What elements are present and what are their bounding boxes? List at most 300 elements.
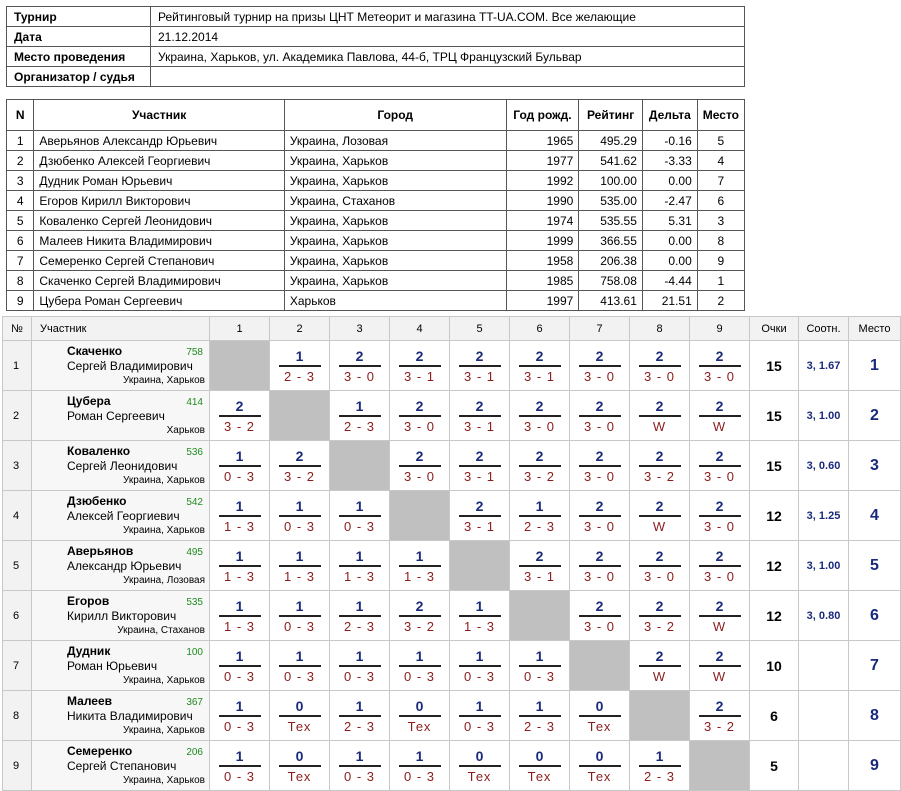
game-score: 3 - 0 <box>703 568 735 584</box>
game-result-cell <box>570 391 630 441</box>
row-number: 2 <box>3 391 32 441</box>
game-score: 0 - 3 <box>463 668 495 684</box>
game-result-cell <box>630 441 690 491</box>
result-divider <box>699 365 741 367</box>
game-score: Тех <box>287 768 312 784</box>
place-cell: 5 <box>697 131 744 151</box>
player-city: Украина, Харьков <box>123 525 205 536</box>
player-rating: 535 <box>186 597 203 608</box>
game-points: 1 <box>355 547 364 564</box>
result-divider <box>339 715 381 717</box>
city-cell: Украина, Харьков <box>284 251 506 271</box>
game-score: 3 - 0 <box>403 418 435 434</box>
result-divider <box>639 765 681 767</box>
game-points: 2 <box>715 447 724 464</box>
game-score: Тех <box>587 768 612 784</box>
game-result-cell <box>390 591 450 641</box>
place-cell: 6 <box>697 191 744 211</box>
player-surname: Семеренко <box>67 744 133 758</box>
result-divider <box>459 515 501 517</box>
game-score: 3 - 0 <box>583 468 615 484</box>
result-divider <box>519 715 561 717</box>
city-cell: Украина, Лозовая <box>284 131 506 151</box>
final-place: 9 <box>849 741 901 791</box>
game-score: 3 - 0 <box>583 418 615 434</box>
game-points: 2 <box>655 647 664 664</box>
game-result-cell <box>630 541 690 591</box>
game-score: 0 - 3 <box>463 718 495 734</box>
game-result-cell <box>630 341 690 391</box>
rating-cell: 535.55 <box>579 211 643 231</box>
total-points: 15 <box>750 341 799 391</box>
cross-table <box>2 316 901 791</box>
cross-header-place: Место <box>849 317 901 341</box>
game-points: 1 <box>415 547 424 564</box>
game-result-cell <box>390 741 450 791</box>
total-points: 12 <box>750 491 799 541</box>
player-given-names: Сергей Степанович <box>67 759 177 773</box>
birth-year-cell: 1999 <box>506 231 579 251</box>
game-points: 1 <box>355 597 364 614</box>
player-surname: Дудник <box>67 644 111 658</box>
game-result-cell <box>690 641 750 691</box>
cross-header-opponent: 6 <box>510 317 570 341</box>
game-points: 2 <box>595 447 604 464</box>
participant-row <box>7 131 745 151</box>
participant-row <box>7 151 745 171</box>
game-result-cell <box>690 441 750 491</box>
name-cell: Цубера Роман Сергеевич <box>34 291 284 311</box>
cross-header-opponent: 5 <box>450 317 510 341</box>
participants-table <box>6 99 745 311</box>
game-result-cell <box>210 691 270 741</box>
info-row-organizer <box>7 67 745 87</box>
game-score: 0 - 3 <box>403 668 435 684</box>
player-city: Украина, Харьков <box>123 725 205 736</box>
game-score: Тех <box>587 718 612 734</box>
game-score: 3 - 0 <box>583 568 615 584</box>
game-points: 1 <box>235 497 244 514</box>
game-score: Тех <box>407 718 432 734</box>
game-score: W <box>652 518 667 534</box>
game-score: 3 - 2 <box>643 618 675 634</box>
name-cell: Малеев Никита Владимирович <box>34 231 284 251</box>
player-surname: Дзюбенко <box>67 494 127 508</box>
game-result-cell <box>210 591 270 641</box>
game-points: 1 <box>295 497 304 514</box>
game-points: 1 <box>235 547 244 564</box>
num-cell: 1 <box>7 131 34 151</box>
delta-cell: -3.33 <box>642 151 697 171</box>
game-points: 2 <box>415 347 424 364</box>
game-points: 2 <box>655 347 664 364</box>
game-result-cell <box>690 691 750 741</box>
tiebreak-ratio: 3, 1.00 <box>799 541 849 591</box>
game-result-cell <box>510 441 570 491</box>
player-surname: Коваленко <box>67 444 131 458</box>
player-city: Украина, Харьков <box>123 475 205 486</box>
game-result-cell <box>570 691 630 741</box>
self-cell <box>570 641 630 691</box>
game-score: 1 - 3 <box>223 618 255 634</box>
game-points: 1 <box>415 747 424 764</box>
birth-year-cell: 1974 <box>506 211 579 231</box>
player-cell <box>32 441 210 491</box>
game-points: 2 <box>415 397 424 414</box>
game-result-cell <box>210 641 270 691</box>
final-place: 7 <box>849 641 901 691</box>
rating-cell: 758.08 <box>579 271 643 291</box>
game-points: 0 <box>415 697 424 714</box>
total-points: 12 <box>750 591 799 641</box>
row-number: 4 <box>3 491 32 541</box>
game-result-cell <box>450 591 510 641</box>
result-divider <box>519 365 561 367</box>
birth-year-cell: 1958 <box>506 251 579 271</box>
rating-cell: 366.55 <box>579 231 643 251</box>
game-score: 3 - 2 <box>403 618 435 634</box>
rating-cell: 535.00 <box>579 191 643 211</box>
game-score: W <box>652 668 667 684</box>
place-cell: 3 <box>697 211 744 231</box>
result-divider <box>459 465 501 467</box>
player-rating: 100 <box>186 647 203 658</box>
game-score: 2 - 3 <box>283 368 315 384</box>
result-divider <box>579 365 621 367</box>
game-result-cell <box>570 341 630 391</box>
participant-row <box>7 291 745 311</box>
result-divider <box>579 565 621 567</box>
result-divider <box>519 565 561 567</box>
row-number: 7 <box>3 641 32 691</box>
result-divider <box>639 565 681 567</box>
player-given-names: Сергей Леонидович <box>67 459 178 473</box>
delta-cell: 0.00 <box>642 171 697 191</box>
game-result-cell <box>210 741 270 791</box>
date-value: 21.12.2014 <box>151 27 745 47</box>
result-divider <box>219 515 261 517</box>
date-label: Дата <box>7 27 151 47</box>
game-score: 1 - 3 <box>283 568 315 584</box>
game-points: 1 <box>235 597 244 614</box>
game-score: 3 - 0 <box>583 518 615 534</box>
game-points: 2 <box>355 347 364 364</box>
result-divider <box>219 765 261 767</box>
game-result-cell <box>330 341 390 391</box>
result-divider <box>579 765 621 767</box>
final-place: 5 <box>849 541 901 591</box>
birth-year-cell: 1990 <box>506 191 579 211</box>
game-score: 3 - 2 <box>223 418 255 434</box>
game-points: 1 <box>535 497 544 514</box>
city-cell: Украина, Харьков <box>284 211 506 231</box>
player-cell <box>32 691 210 741</box>
game-score: 3 - 0 <box>703 518 735 534</box>
tiebreak-ratio <box>799 691 849 741</box>
player-rating: 495 <box>186 547 203 558</box>
player-city: Украина, Харьков <box>123 775 205 786</box>
result-divider <box>219 715 261 717</box>
game-points: 2 <box>655 547 664 564</box>
game-score: 3 - 1 <box>463 518 495 534</box>
player-surname: Цубера <box>67 394 111 408</box>
game-result-cell <box>690 541 750 591</box>
game-points: 0 <box>475 747 484 764</box>
game-points: 1 <box>415 647 424 664</box>
game-result-cell <box>330 541 390 591</box>
game-score: 3 - 1 <box>523 568 555 584</box>
venue-value: Украина, Харьков, ул. Академика Павлова, 44-б, ТРЦ Французский Бульвар <box>151 47 745 67</box>
row-number: 3 <box>3 441 32 491</box>
result-divider <box>399 715 441 717</box>
result-divider <box>279 565 321 567</box>
result-divider <box>579 515 621 517</box>
game-score: 3 - 0 <box>643 568 675 584</box>
game-score: 0 - 3 <box>223 668 255 684</box>
cross-row <box>3 691 901 741</box>
game-points: 1 <box>235 647 244 664</box>
game-result-cell <box>270 441 330 491</box>
game-result-cell <box>690 591 750 641</box>
game-result-cell <box>390 641 450 691</box>
result-divider <box>339 665 381 667</box>
place-cell: 2 <box>697 291 744 311</box>
player-given-names: Роман Юрьевич <box>67 659 158 673</box>
player-given-names: Роман Сергеевич <box>67 409 165 423</box>
result-divider <box>339 765 381 767</box>
delta-cell: 21.51 <box>642 291 697 311</box>
game-score: 3 - 0 <box>703 468 735 484</box>
result-divider <box>339 515 381 517</box>
birth-year-cell: 1992 <box>506 171 579 191</box>
game-score: 1 - 3 <box>223 568 255 584</box>
result-divider <box>339 365 381 367</box>
game-result-cell <box>570 441 630 491</box>
player-cell <box>32 541 210 591</box>
game-points: 1 <box>355 647 364 664</box>
self-cell <box>390 491 450 541</box>
game-result-cell <box>450 691 510 741</box>
tournament-value: Рейтинговый турнир на призы ЦНТ Метеорит и магазина TT-UA.COM. Все желающие <box>151 7 745 27</box>
name-cell: Егоров Кирилл Викторович <box>34 191 284 211</box>
result-divider <box>279 465 321 467</box>
game-result-cell <box>510 641 570 691</box>
player-city: Украина, Лозовая <box>123 575 205 586</box>
game-result-cell <box>450 741 510 791</box>
game-points: 2 <box>415 447 424 464</box>
result-divider <box>399 665 441 667</box>
game-score: 0 - 3 <box>283 518 315 534</box>
game-score: 3 - 0 <box>523 418 555 434</box>
result-divider <box>519 465 561 467</box>
game-points: 1 <box>295 647 304 664</box>
tiebreak-ratio: 3, 1.67 <box>799 341 849 391</box>
tiebreak-ratio: 3, 1.00 <box>799 391 849 441</box>
row-number: 5 <box>3 541 32 591</box>
info-row-tournament <box>7 7 745 27</box>
cross-header-row <box>3 317 901 341</box>
result-divider <box>519 415 561 417</box>
result-divider <box>459 365 501 367</box>
player-surname: Аверьянов <box>67 544 134 558</box>
game-score: Тех <box>287 718 312 734</box>
game-score: 2 - 3 <box>643 768 675 784</box>
game-points: 0 <box>595 747 604 764</box>
game-result-cell <box>330 741 390 791</box>
game-result-cell <box>390 341 450 391</box>
num-cell: 5 <box>7 211 34 231</box>
self-cell <box>270 391 330 441</box>
game-result-cell <box>210 441 270 491</box>
participant-row <box>7 231 745 251</box>
delta-cell: 5.31 <box>642 211 697 231</box>
result-divider <box>699 415 741 417</box>
game-score: 3 - 0 <box>643 368 675 384</box>
delta-cell: 0.00 <box>642 231 697 251</box>
game-points: 2 <box>655 597 664 614</box>
game-points: 1 <box>475 697 484 714</box>
game-points: 2 <box>715 497 724 514</box>
game-points: 2 <box>475 497 484 514</box>
player-rating: 536 <box>186 447 203 458</box>
game-points: 2 <box>535 547 544 564</box>
player-given-names: Кирилл Викторович <box>67 609 177 623</box>
game-points: 1 <box>475 597 484 614</box>
cross-header-opponent: 9 <box>690 317 750 341</box>
result-divider <box>339 565 381 567</box>
game-result-cell <box>630 741 690 791</box>
final-place: 6 <box>849 591 901 641</box>
result-divider <box>399 365 441 367</box>
place-cell: 4 <box>697 151 744 171</box>
delta-cell: -2.47 <box>642 191 697 211</box>
cross-row <box>3 441 901 491</box>
result-divider <box>339 615 381 617</box>
result-divider <box>699 515 741 517</box>
self-cell <box>450 541 510 591</box>
game-points: 1 <box>235 447 244 464</box>
self-cell <box>630 691 690 741</box>
game-result-cell <box>270 591 330 641</box>
city-cell: Украина, Харьков <box>284 151 506 171</box>
result-divider <box>279 365 321 367</box>
game-result-cell <box>570 741 630 791</box>
total-points: 12 <box>750 541 799 591</box>
result-divider <box>579 715 621 717</box>
game-result-cell <box>450 491 510 541</box>
game-points: 1 <box>535 697 544 714</box>
game-result-cell <box>510 391 570 441</box>
total-points: 10 <box>750 641 799 691</box>
rating-cell: 413.61 <box>579 291 643 311</box>
player-city: Украина, Харьков <box>123 375 205 386</box>
total-points: 5 <box>750 741 799 791</box>
player-surname: Егоров <box>67 594 110 608</box>
result-divider <box>279 765 321 767</box>
game-result-cell <box>450 341 510 391</box>
num-cell: 2 <box>7 151 34 171</box>
game-points: 2 <box>415 597 424 614</box>
game-score: 1 - 3 <box>463 618 495 634</box>
player-rating: 542 <box>186 497 203 508</box>
tournament-info-table <box>6 6 745 87</box>
player-cell <box>32 341 210 391</box>
game-score: 2 - 3 <box>343 618 375 634</box>
result-divider <box>459 665 501 667</box>
game-score: 0 - 3 <box>343 668 375 684</box>
game-result-cell <box>450 441 510 491</box>
final-place: 8 <box>849 691 901 741</box>
game-points: 1 <box>235 747 244 764</box>
player-rating: 758 <box>186 347 203 358</box>
row-number: 8 <box>3 691 32 741</box>
game-points: 1 <box>355 497 364 514</box>
cross-header-points: Очки <box>750 317 799 341</box>
num-cell: 3 <box>7 171 34 191</box>
delta-cell: 0.00 <box>642 251 697 271</box>
result-divider <box>399 615 441 617</box>
game-points: 2 <box>475 447 484 464</box>
game-result-cell <box>390 441 450 491</box>
game-score: 0 - 3 <box>223 718 255 734</box>
city-cell: Украина, Харьков <box>284 271 506 291</box>
game-points: 2 <box>715 697 724 714</box>
game-result-cell <box>510 741 570 791</box>
game-points: 2 <box>715 397 724 414</box>
game-result-cell <box>570 591 630 641</box>
player-city: Украина, Стаханов <box>117 625 205 636</box>
game-result-cell <box>690 491 750 541</box>
col-header-participant: Участник <box>34 100 284 131</box>
game-result-cell <box>210 491 270 541</box>
game-score: 3 - 2 <box>283 468 315 484</box>
self-cell <box>210 341 270 391</box>
player-rating: 414 <box>186 397 203 408</box>
result-divider <box>459 765 501 767</box>
city-cell: Украина, Харьков <box>284 171 506 191</box>
result-divider <box>519 765 561 767</box>
col-header-rating: Рейтинг <box>579 100 643 131</box>
participants-header-row <box>7 100 745 131</box>
game-points: 1 <box>475 647 484 664</box>
game-result-cell <box>270 341 330 391</box>
result-divider <box>279 515 321 517</box>
cross-row <box>3 541 901 591</box>
place-cell: 9 <box>697 251 744 271</box>
name-cell: Аверьянов Александр Юрьевич <box>34 131 284 151</box>
game-result-cell <box>570 541 630 591</box>
game-score: W <box>712 618 727 634</box>
result-divider <box>339 415 381 417</box>
organizer-label: Организатор / судья <box>7 67 151 87</box>
game-result-cell <box>510 541 570 591</box>
num-cell: 8 <box>7 271 34 291</box>
final-place: 2 <box>849 391 901 441</box>
cross-header-player: Участник <box>32 317 210 341</box>
player-cell <box>32 591 210 641</box>
game-result-cell <box>690 341 750 391</box>
game-result-cell <box>630 641 690 691</box>
game-score: 1 - 3 <box>403 568 435 584</box>
player-given-names: Алексей Георгиевич <box>67 509 180 523</box>
info-row-date <box>7 27 745 47</box>
birth-year-cell: 1965 <box>506 131 579 151</box>
num-cell: 9 <box>7 291 34 311</box>
game-score: 0 - 3 <box>403 768 435 784</box>
col-header-city: Город <box>284 100 506 131</box>
game-points: 2 <box>595 597 604 614</box>
result-divider <box>279 615 321 617</box>
